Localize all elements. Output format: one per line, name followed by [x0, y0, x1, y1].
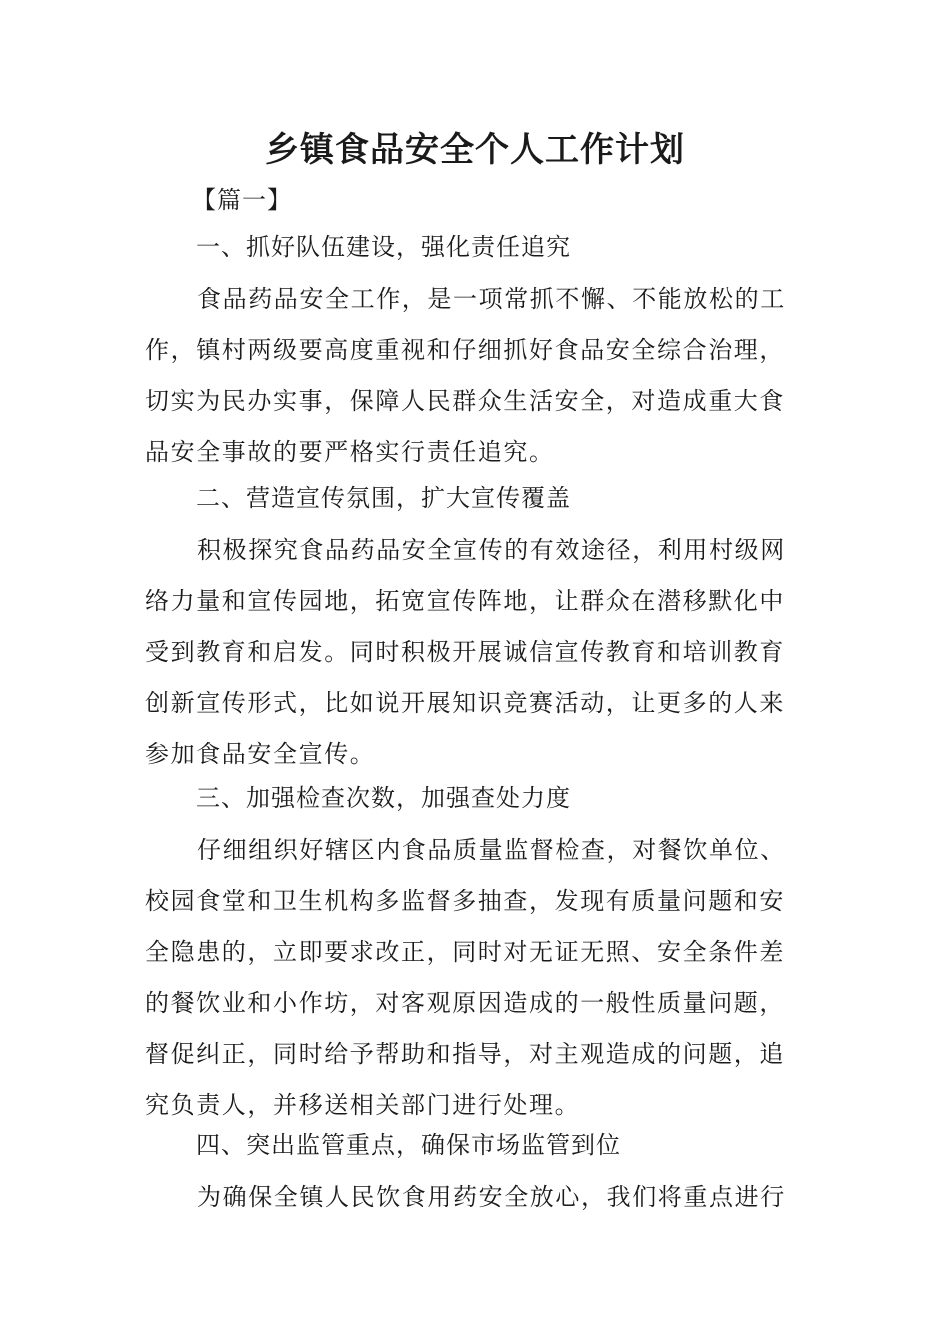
section-heading-2: 二、营造宣传氛围，扩大宣传覆盖	[196, 484, 571, 512]
paragraph-line: 积极探究食品药品安全宣传的有效途径，利用村级网	[197, 536, 786, 564]
paragraph-line: 品安全事故的要严格实行责任追究。	[145, 438, 555, 466]
paragraph-line: 食品药品安全工作，是一项常抓不懈、不能放松的工	[197, 285, 786, 313]
section-heading-3: 三、加强检查次数，加强查处力度	[196, 784, 571, 812]
paragraph-line: 参加食品安全宣传。	[145, 740, 376, 768]
paragraph-line: 为确保全镇人民饮食用药安全放心，我们将重点进行	[197, 1183, 786, 1211]
paragraph-3	[145, 825, 807, 1131]
paragraph-line: 络力量和宣传园地，拓宽宣传阵地，让群众在潜移默化中	[145, 587, 785, 615]
document-title: 乡镇食品安全个人工作计划	[265, 130, 685, 170]
paragraph-line: 校园食堂和卫生机构多监督多抽查，发现有质量问题和安	[145, 887, 785, 915]
paragraph-1	[145, 274, 807, 478]
paragraph-line: 究负责人，并移送相关部门进行处理。	[145, 1091, 581, 1119]
paragraph-2	[145, 525, 807, 780]
section-label: 【篇一】	[192, 186, 292, 214]
section-heading-4: 四、突出监管重点，确保市场监管到位	[196, 1131, 621, 1159]
paragraph-line: 仔细组织好辖区内食品质量监督检查，对餐饮单位、	[197, 836, 786, 864]
paragraph-line: 创新宣传形式，比如说开展知识竞赛活动，让更多的人来	[145, 689, 785, 717]
paragraph-line: 督促纠正，同时给予帮助和指导，对主观造成的问题，追	[145, 1040, 785, 1068]
section-heading-1: 一、抓好队伍建设，强化责任追究	[196, 233, 571, 261]
paragraph-4	[145, 1172, 807, 1223]
paragraph-line: 作，镇村两级要高度重视和仔细抓好食品安全综合治理，	[145, 336, 785, 364]
paragraph-line: 切实为民办实事，保障人民群众生活安全，对造成重大食	[145, 387, 785, 415]
paragraph-line: 的餐饮业和小作坊，对客观原因造成的一般性质量问题，	[145, 989, 785, 1017]
paragraph-line: 全隐患的，立即要求改正，同时对无证无照、安全条件差	[145, 938, 785, 966]
paragraph-line: 受到教育和启发。同时积极开展诚信宣传教育和培训教育	[145, 638, 785, 666]
